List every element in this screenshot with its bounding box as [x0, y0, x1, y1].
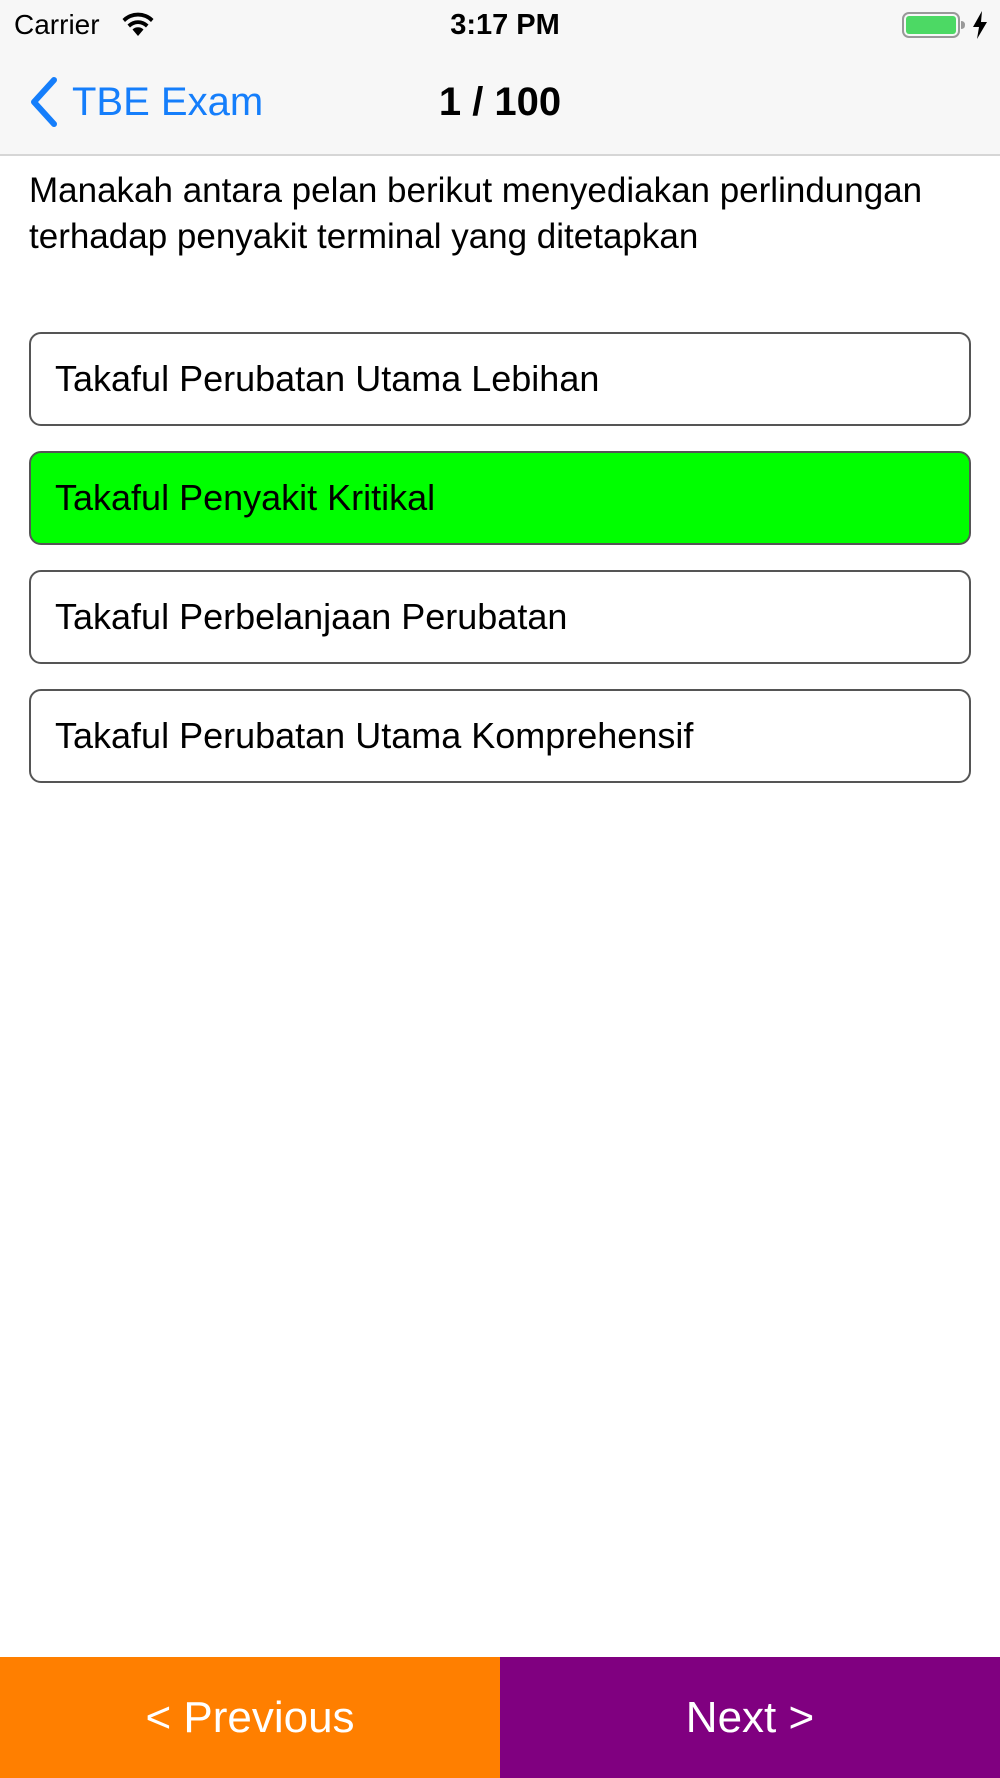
next-button[interactable]: Next >	[500, 1657, 1000, 1778]
battery-icon	[902, 12, 966, 38]
question-text: Manakah antara pelan berikut menyediakan perlindungan terhadap penyakit terminal yang ditetapkan	[29, 171, 923, 256]
previous-button[interactable]: < Previous	[0, 1657, 500, 1778]
answer-option-1[interactable]: Takaful Perubatan Utama Lebihan	[29, 332, 971, 426]
answer-options	[29, 332, 971, 808]
charging-icon	[971, 11, 989, 39]
carrier-label: Carrier	[14, 9, 100, 40]
answer-option-2[interactable]: Takaful Penyakit Kritikal	[29, 451, 971, 545]
bottom-navigation	[0, 1657, 1000, 1778]
clock: 3:17 PM	[450, 9, 560, 41]
page-title: 1 / 100	[438, 80, 562, 124]
navigation-bar	[0, 50, 1000, 156]
answer-option-4[interactable]: Takaful Perubatan Utama Komprehensif	[29, 689, 971, 783]
answer-option-3[interactable]: Takaful Perbelanjaan Perubatan	[29, 570, 971, 664]
status-bar	[0, 0, 1000, 50]
back-button-label: TBE Exam	[72, 80, 264, 124]
